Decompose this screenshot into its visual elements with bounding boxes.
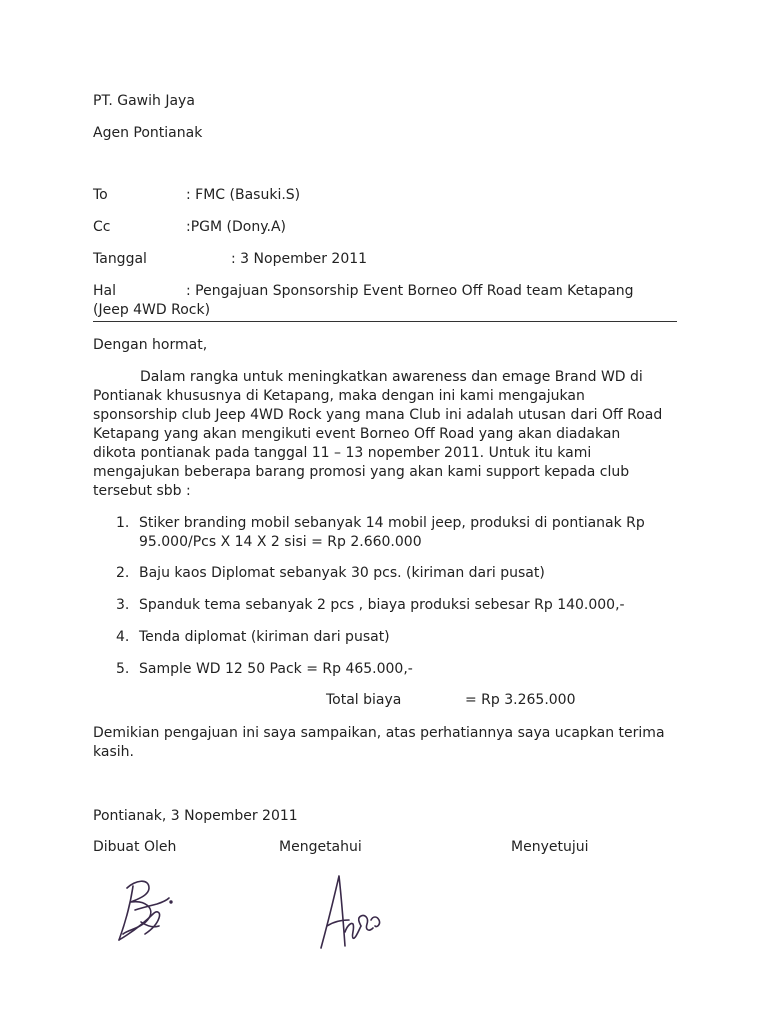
list-number: 4. bbox=[116, 629, 130, 645]
closing-line: Demikian pengajuan ini saya sampaikan, atas perhatiannya saya ucapkan terima bbox=[93, 725, 665, 741]
place-date: Pontianak, 3 Nopember 2011 bbox=[93, 808, 298, 824]
total-label: Total biaya bbox=[326, 692, 402, 708]
closing-paragraph bbox=[93, 724, 683, 762]
to-value: : FMC (Basuki.S) bbox=[186, 187, 301, 203]
intro-line: Dalam rangka untuk meningkatkan awareness dan emage Brand WD di bbox=[140, 369, 643, 385]
list-number: 1. bbox=[116, 515, 130, 531]
intro-paragraph bbox=[93, 368, 683, 501]
to-label: To bbox=[93, 187, 108, 203]
list-text-cont: 95.000/Pcs X 14 X 2 sisi = Rp 2.660.000 bbox=[139, 534, 422, 550]
acknowledged-label: Mengetahui bbox=[279, 839, 362, 855]
cc-label: Cc bbox=[93, 219, 111, 235]
signature-image bbox=[105, 870, 185, 952]
list-number: 2. bbox=[116, 565, 130, 581]
date-value: : 3 Nopember 2011 bbox=[231, 251, 368, 267]
intro-line: dikota pontianak pada tanggal 11 – 13 nopember 2011. Untuk itu kami bbox=[93, 445, 592, 461]
cc-value: :PGM (Dony.A) bbox=[186, 219, 286, 235]
subject-continuation: (Jeep 4WD Rock) bbox=[93, 302, 211, 318]
subject-value: : Pengajuan Sponsorship Event Borneo Off Road team Ketapang bbox=[186, 283, 634, 299]
greeting: Dengan hormat, bbox=[93, 337, 208, 353]
list-text: Tenda diplomat (kiriman dari pusat) bbox=[139, 629, 390, 645]
list-text: Sample WD 12 50 Pack = Rp 465.000,- bbox=[139, 661, 413, 677]
approved-label: Menyetujui bbox=[511, 839, 589, 855]
company-name: PT. Gawih Jaya bbox=[93, 93, 195, 109]
date-label: Tanggal bbox=[93, 251, 147, 267]
closing-line: kasih. bbox=[93, 744, 134, 760]
intro-line: mengajukan beberapa barang promosi yang akan kami support kepada club bbox=[93, 464, 630, 480]
subject-label: Hal bbox=[93, 283, 116, 299]
list-text: Stiker branding mobil sebanyak 14 mobil jeep, produksi di pontianak Rp bbox=[139, 515, 645, 531]
header-divider bbox=[93, 321, 677, 322]
total-value: = Rp 3.265.000 bbox=[465, 692, 576, 708]
intro-line: tersebut sbb : bbox=[93, 483, 191, 499]
intro-line: Pontianak khususnya di Ketapang, maka dengan ini kami mengajukan bbox=[93, 388, 585, 404]
made-by-label: Dibuat Oleh bbox=[93, 839, 177, 855]
agent-location: Agen Pontianak bbox=[93, 125, 203, 141]
intro-line: Ketapang yang akan mengikuti event Borneo Off Road yang akan diadakan bbox=[93, 426, 621, 442]
list-text: Baju kaos Diplomat sebanyak 30 pcs. (kiriman dari pusat) bbox=[139, 565, 545, 581]
intro-line: sponsorship club Jeep 4WD Rock yang mana Club ini adalah utusan dari Off Road bbox=[93, 407, 663, 423]
signature-image bbox=[315, 870, 387, 952]
list-number: 5. bbox=[116, 661, 130, 677]
list-number: 3. bbox=[116, 597, 130, 613]
list-text: Spanduk tema sebanyak 2 pcs , biaya produksi sebesar Rp 140.000,- bbox=[139, 597, 625, 613]
